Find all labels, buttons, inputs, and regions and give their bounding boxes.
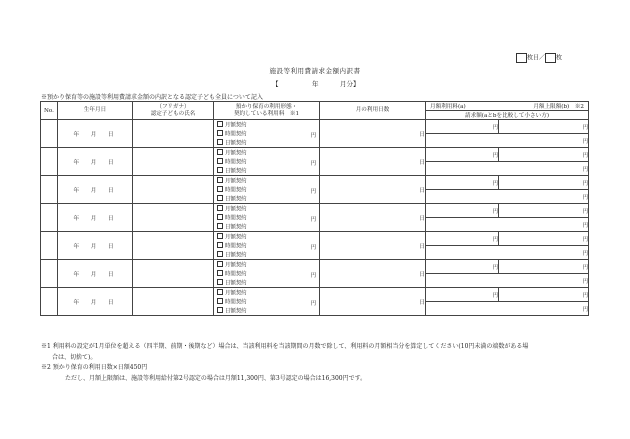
fee-yen-unit: 円 xyxy=(310,245,316,251)
option-monthly-label: 月額契約 xyxy=(225,206,247,213)
usage-type-cell xyxy=(214,176,320,204)
header-no: No. xyxy=(41,102,58,120)
checkbox-icon[interactable] xyxy=(217,121,223,127)
sheet-total-suffix: 枚 xyxy=(556,54,563,62)
option-monthly-label: 月額契約 xyxy=(225,234,247,241)
option-hourly[interactable] xyxy=(217,186,247,194)
row-no-cell[interactable] xyxy=(41,176,58,204)
table-row xyxy=(41,120,589,134)
birthdate-cell[interactable]: 年 月 日 xyxy=(58,120,133,148)
child-name-cell[interactable] xyxy=(133,288,214,316)
footnote-2-cont: ただし、月額上限額は、施設等利用給付第2号認定の場合は月額11,300円、第3号認定の場合は16,300円です。 xyxy=(65,374,367,382)
header-name-kana: （フリガナ） xyxy=(156,103,190,110)
child-name-cell[interactable] xyxy=(133,260,214,288)
option-hourly[interactable] xyxy=(217,214,247,222)
fee-yen-unit: 円 xyxy=(310,189,316,195)
fee-yen-unit: 円 xyxy=(310,217,316,223)
claim-amount-cell[interactable]: 円 xyxy=(426,302,589,316)
usage-days-cell[interactable]: 日 xyxy=(320,260,426,288)
option-daily-label: 日額契約 xyxy=(225,252,247,259)
header-type-line1: 預かり保育の利用形態・ xyxy=(235,103,298,110)
option-daily[interactable] xyxy=(217,195,247,203)
checkbox-icon[interactable] xyxy=(217,158,223,164)
monthly-fee-cell[interactable]: 円 xyxy=(426,260,499,274)
header-fee-limit xyxy=(426,102,589,111)
option-daily[interactable] xyxy=(217,307,247,315)
checkbox-icon[interactable] xyxy=(217,214,223,220)
usage-type-cell xyxy=(214,148,320,176)
checkbox-icon[interactable] xyxy=(217,177,223,183)
header-monthly-limit: 月額上限額(b) ※2 xyxy=(533,104,584,110)
option-monthly-label: 月額契約 xyxy=(225,150,247,157)
usage-days-cell[interactable]: 日 xyxy=(320,204,426,232)
checkbox-icon[interactable] xyxy=(217,223,223,229)
option-monthly-label: 月額契約 xyxy=(225,262,247,269)
table-row xyxy=(41,288,589,302)
usage-type-cell xyxy=(214,288,320,316)
usage-type-cell xyxy=(214,204,320,232)
table-body xyxy=(41,120,589,316)
child-name-cell[interactable] xyxy=(133,148,214,176)
checkbox-icon[interactable] xyxy=(217,270,223,276)
table-row xyxy=(41,232,589,246)
option-monthly-label: 月額契約 xyxy=(225,122,247,129)
birthdate-cell[interactable]: 年 月 日 xyxy=(58,260,133,288)
checkbox-icon[interactable] xyxy=(217,233,223,239)
checkbox-icon[interactable] xyxy=(217,195,223,201)
table-row xyxy=(41,148,589,162)
option-monthly-label: 月額契約 xyxy=(225,290,247,297)
option-daily-label: 日額契約 xyxy=(225,196,247,203)
checkbox-icon[interactable] xyxy=(217,205,223,211)
usage-days-cell[interactable]: 日 xyxy=(320,148,426,176)
claim-amount-cell[interactable]: 円 xyxy=(426,162,589,176)
row-no-cell[interactable] xyxy=(41,120,58,148)
option-monthly[interactable] xyxy=(217,149,247,157)
footnotes xyxy=(41,342,593,384)
period-month-label: 月分】 xyxy=(340,80,360,88)
row-no-cell[interactable] xyxy=(41,204,58,232)
option-daily[interactable] xyxy=(217,139,247,147)
usage-type-cell xyxy=(214,120,320,148)
claim-amount-cell[interactable]: 円 xyxy=(426,246,589,260)
checkbox-icon[interactable] xyxy=(217,289,223,295)
table-row xyxy=(41,176,589,190)
monthly-limit-cell[interactable]: 円 xyxy=(499,288,589,302)
option-daily-label: 日額契約 xyxy=(225,140,247,147)
monthly-limit-cell[interactable]: 円 xyxy=(499,260,589,274)
checkbox-icon[interactable] xyxy=(217,279,223,285)
claim-amount-cell[interactable]: 円 xyxy=(426,134,589,148)
period-year-label: 年 xyxy=(312,80,319,88)
option-hourly[interactable] xyxy=(217,242,247,250)
header-usage-type xyxy=(214,102,320,120)
row-no-cell[interactable] xyxy=(41,148,58,176)
usage-days-cell[interactable]: 日 xyxy=(320,176,426,204)
sheet-counter xyxy=(516,53,562,63)
footnote-1: ※1 利用料の設定が1月単位を超える（四半期、前期・後期など）場合は、当該利用料を当該期間の月数で除して、利用料の月額相当分を算定してください(10円未満の端数がある場 xyxy=(41,343,529,350)
usage-days-cell[interactable]: 日 xyxy=(320,288,426,316)
birthdate-cell[interactable]: 年 月 日 xyxy=(58,148,133,176)
monthly-limit-cell[interactable]: 円 xyxy=(499,232,589,246)
birthdate-cell[interactable]: 年 月 日 xyxy=(58,176,133,204)
monthly-limit-cell[interactable]: 円 xyxy=(499,176,589,190)
checkbox-icon[interactable] xyxy=(217,167,223,173)
header-child-name xyxy=(133,102,214,120)
checkbox-icon[interactable] xyxy=(217,261,223,267)
option-monthly[interactable] xyxy=(217,233,247,241)
usage-type-cell xyxy=(214,260,320,288)
checkbox-icon[interactable] xyxy=(217,242,223,248)
option-daily[interactable] xyxy=(217,251,247,259)
instruction-note: ※預かり保育等の施設等利用費請求金額の内訳となる認定子ども全員について記入 xyxy=(41,94,263,101)
option-hourly-label: 時間契約 xyxy=(225,243,247,250)
fee-yen-unit: 円 xyxy=(310,301,316,307)
child-name-cell[interactable] xyxy=(133,120,214,148)
option-monthly[interactable] xyxy=(217,289,247,297)
header-birthdate: 生年月日 xyxy=(58,102,133,120)
option-daily-label: 日額契約 xyxy=(225,224,247,231)
monthly-fee-cell[interactable]: 円 xyxy=(426,120,499,134)
option-hourly-label: 時間契約 xyxy=(225,159,247,166)
option-daily[interactable] xyxy=(217,279,247,287)
option-hourly[interactable] xyxy=(217,130,247,138)
option-hourly[interactable] xyxy=(217,158,247,166)
monthly-limit-cell[interactable]: 円 xyxy=(499,204,589,218)
option-daily[interactable] xyxy=(217,223,247,231)
option-monthly[interactable] xyxy=(217,177,247,185)
fee-yen-unit: 円 xyxy=(310,273,316,279)
header-monthly-fee: 月額利用料(a) xyxy=(430,104,466,110)
row-no-cell[interactable] xyxy=(41,232,58,260)
claim-amount-cell[interactable]: 円 xyxy=(426,218,589,232)
checkbox-icon[interactable] xyxy=(217,251,223,257)
checkbox-icon[interactable] xyxy=(217,139,223,145)
claim-amount-cell[interactable]: 円 xyxy=(426,274,589,288)
row-no-cell[interactable] xyxy=(41,260,58,288)
period-open-bracket: 【 xyxy=(272,80,279,88)
option-monthly[interactable] xyxy=(217,261,247,269)
usage-type-cell xyxy=(214,232,320,260)
option-monthly[interactable] xyxy=(217,121,247,129)
birthdate-cell[interactable]: 年 月 日 xyxy=(58,288,133,316)
header-name: 認定子どもの氏名 xyxy=(150,110,196,117)
checkbox-icon[interactable] xyxy=(217,130,223,136)
table-row xyxy=(41,204,589,218)
option-hourly[interactable] xyxy=(217,270,247,278)
sheet-number-box[interactable] xyxy=(516,53,527,63)
fee-yen-unit: 円 xyxy=(310,133,316,139)
header-claim-amount: 請求額(aとbを比較して小さい方) xyxy=(426,111,589,120)
child-name-cell[interactable] xyxy=(133,176,214,204)
option-hourly-label: 時間契約 xyxy=(225,131,247,138)
breakdown-table xyxy=(40,101,589,316)
checkbox-icon[interactable] xyxy=(217,186,223,192)
table-row xyxy=(41,260,589,274)
usage-days-cell[interactable]: 日 xyxy=(320,120,426,148)
document-title: 施設等利用費請求金額内訳書 xyxy=(269,67,361,75)
birthdate-cell[interactable]: 年 月 日 xyxy=(58,232,133,260)
fee-yen-unit: 円 xyxy=(310,161,316,167)
monthly-limit-cell[interactable]: 円 xyxy=(499,120,589,134)
child-name-cell[interactable] xyxy=(133,204,214,232)
monthly-limit-cell[interactable]: 円 xyxy=(499,148,589,162)
option-hourly-label: 時間契約 xyxy=(225,271,247,278)
option-daily-label: 日額契約 xyxy=(225,168,247,175)
row-no-cell[interactable] xyxy=(41,288,58,316)
option-hourly-label: 時間契約 xyxy=(225,299,247,306)
monthly-fee-cell[interactable]: 円 xyxy=(426,288,499,302)
option-monthly[interactable] xyxy=(217,205,247,213)
checkbox-icon[interactable] xyxy=(217,149,223,155)
footnote-2: ※2 預かり保育の利用日数×日額450円 xyxy=(41,364,148,371)
claim-amount-cell[interactable]: 円 xyxy=(426,190,589,204)
footnote-1-cont: 合は、切捨て)。 xyxy=(52,353,97,361)
option-daily-label: 日額契約 xyxy=(225,280,247,287)
sheet-total-box[interactable] xyxy=(545,53,556,63)
monthly-fee-cell[interactable]: 円 xyxy=(426,176,499,190)
checkbox-icon[interactable] xyxy=(217,307,223,313)
header-type-line2: 契約している利用料 ※1 xyxy=(233,110,300,117)
birthdate-cell[interactable]: 年 月 日 xyxy=(58,204,133,232)
option-hourly-label: 時間契約 xyxy=(225,215,247,222)
header-usage-days: 月の利用日数 xyxy=(320,102,426,120)
sheet-suffix: 枚目／ xyxy=(527,54,546,62)
option-daily-label: 日額契約 xyxy=(225,308,247,315)
child-name-cell[interactable] xyxy=(133,232,214,260)
option-hourly[interactable] xyxy=(217,298,247,306)
usage-days-cell[interactable]: 日 xyxy=(320,232,426,260)
monthly-fee-cell[interactable]: 円 xyxy=(426,148,499,162)
option-hourly-label: 時間契約 xyxy=(225,187,247,194)
monthly-fee-cell[interactable]: 円 xyxy=(426,232,499,246)
option-monthly-label: 月額契約 xyxy=(225,178,247,185)
monthly-fee-cell[interactable]: 円 xyxy=(426,204,499,218)
checkbox-icon[interactable] xyxy=(217,298,223,304)
option-daily[interactable] xyxy=(217,167,247,175)
